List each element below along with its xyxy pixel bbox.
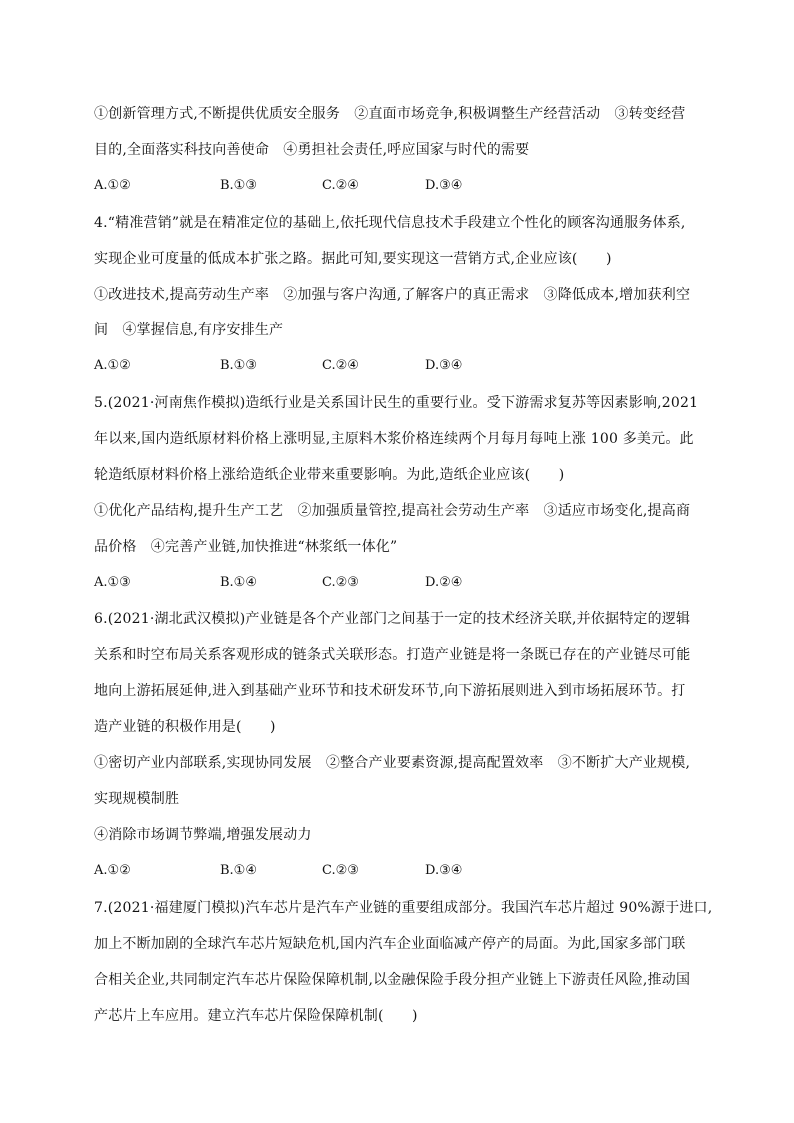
q4-choice-b: B.①③ [220, 358, 257, 373]
q4-statement-line-2: 间 ④掌握信息,有序安排生产 [94, 322, 284, 338]
q7-stem-line-3: 合相关企业,共同制定汽车芯片保险保障机制,以金融保险手段分担产业链上下游责任风险,推动国 [94, 972, 691, 988]
q4-stem-line-2: 实现企业可度量的低成本扩张之路。据此可知,要实现这一营销方式,企业应该( ) [94, 251, 612, 267]
q5-choice-d: D.②④ [425, 575, 463, 590]
q3-choice-d: D.③④ [425, 178, 463, 193]
q7-stem-line-4: 产芯片上车应用。建立汽车芯片保险保障机制( ) [94, 1008, 418, 1024]
q6-choice-a: A.①② [94, 863, 131, 878]
q6-choice-c: C.②③ [322, 863, 359, 878]
q3-choice-b: B.①③ [220, 178, 257, 193]
q4-stem-line-1: 4.“精准营销”就是在精准定位的基础上,依托现代信息技术手段建立个性化的顾客沟通服务体系, [94, 215, 686, 231]
q5-choice-a: A.①③ [94, 575, 131, 590]
q6-statement-line-3: ④消除市场调节弊端,增强发展动力 [94, 827, 312, 843]
document-page [94, 0, 714, 1123]
q4-choice-a: A.①② [94, 358, 131, 373]
q3-choice-c: C.②④ [322, 178, 359, 193]
q6-statement-line-1: ①密切产业内部联系,实现协同发展 ②整合产业要素资源,提高配置效率 ③不断扩大产业规模, [94, 755, 691, 771]
q6-stem-line-2: 关系和时空布局关系客观形成的链条式关联形态。打造产业链是将一条既已存在的产业链尽可能 [94, 647, 691, 663]
q5-stem-line-2: 年以来,国内造纸原材料价格上涨明显,主原料木浆价格连续两个月每月每吨上涨 100 多美元。此 [94, 431, 694, 447]
q5-statement-line-2: 品价格 ④完善产业链,加快推进“林浆纸一体化” [94, 539, 398, 555]
q3-statement-line-1: ①创新管理方式,不断提供优质安全服务 ②直面市场竞争,积极调整生产经营活动 ③转变经营 [94, 106, 686, 122]
q6-statement-line-2: 实现规模制胜 [94, 791, 180, 807]
q5-stem-line-1: 5.(2021·河南焦作模拟)造纸行业是关系国计民生的重要行业。受下游需求复苏等因素影响,2021 [94, 395, 699, 411]
q6-stem-line-3: 地向上游拓展延伸,进入到基础产业环节和技术研发环节,向下游拓展则进入到市场拓展环节。打 [94, 683, 686, 699]
q4-choice-d: D.③④ [425, 358, 463, 373]
q6-choice-b: B.①④ [220, 863, 257, 878]
q5-statement-line-1: ①优化产品结构,提升生产工艺 ②加强质量管控,提高社会劳动生产率 ③适应市场变化,提高商 [94, 503, 691, 519]
q5-choice-c: C.②③ [322, 575, 359, 590]
q6-stem-line-4: 造产业链的积极作用是( ) [94, 719, 276, 735]
q5-stem-line-3: 轮造纸原材料价格上涨给造纸企业带来重要影响。为此,造纸企业应该( ) [94, 467, 565, 483]
q4-choice-c: C.②④ [322, 358, 359, 373]
q4-statement-line-1: ①改进技术,提高劳动生产率 ②加强与客户沟通,了解客户的真正需求 ③降低成本,增加获利空 [94, 287, 691, 303]
q6-choice-d: D.③④ [425, 863, 463, 878]
q7-stem-line-2: 加上不断加剧的全球汽车芯片短缺危机,国内汽车企业面临减产停产的局面。为此,国家多部门联 [94, 936, 686, 952]
q5-choice-b: B.①④ [220, 575, 257, 590]
q7-stem-line-1: 7.(2021·福建厦门模拟)汽车芯片是汽车产业链的重要组成部分。我国汽车芯片超过 90%源于进口, [94, 900, 713, 916]
q3-statement-line-2: 目的,全面落实科技向善使命 ④勇担社会责任,呼应国家与时代的需要 [94, 142, 530, 158]
q6-stem-line-1: 6.(2021·湖北武汉模拟)产业链是各个产业部门之间基于一定的技术经济关联,并依据特定的逻辑 [94, 611, 691, 627]
q3-choice-a: A.①② [94, 178, 131, 193]
